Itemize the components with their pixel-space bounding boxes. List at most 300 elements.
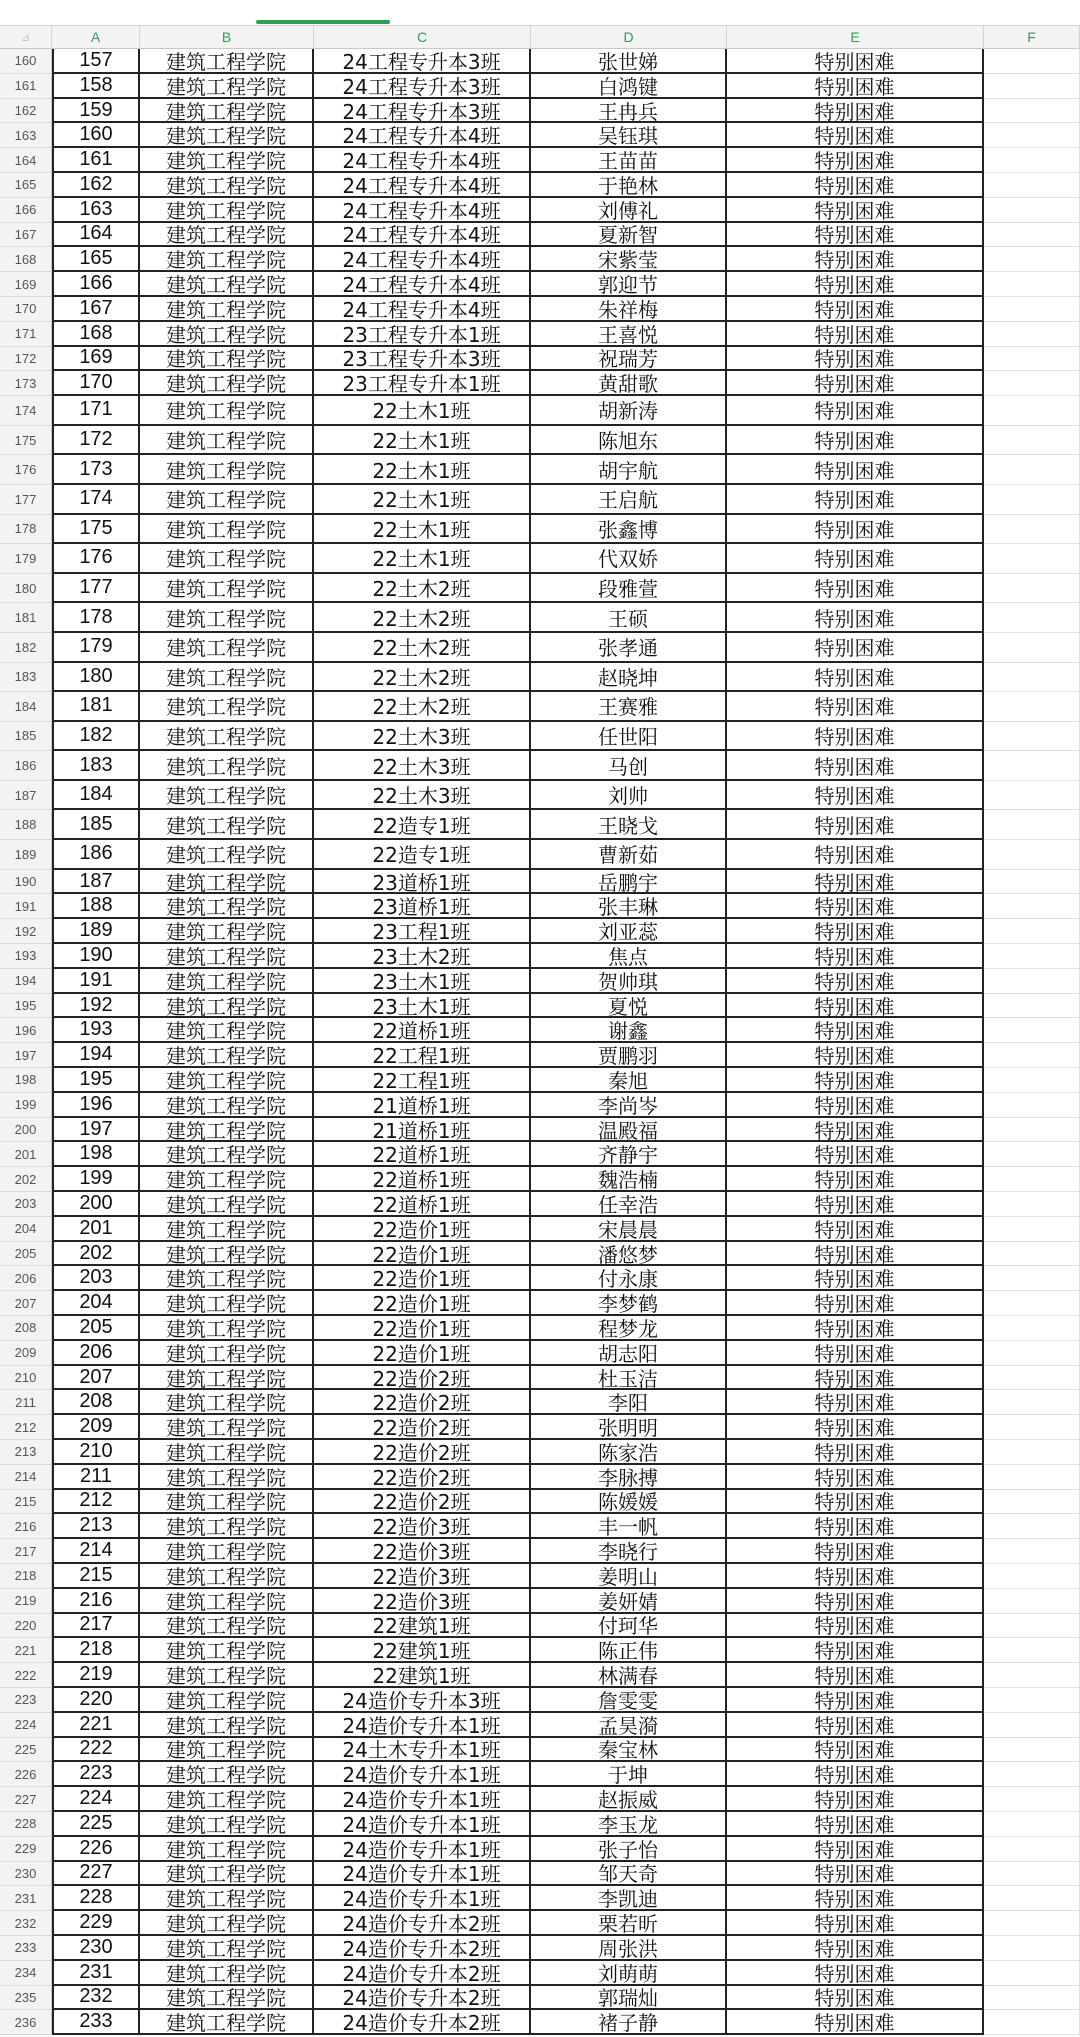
cell-d[interactable]: 潘悠梦 bbox=[531, 1242, 727, 1267]
row-number[interactable]: 196 bbox=[0, 1018, 52, 1043]
cell-c[interactable]: 24造价专升本2班 bbox=[314, 1936, 531, 1961]
row-number[interactable]: 167 bbox=[0, 223, 52, 248]
column-header-a[interactable]: A bbox=[52, 26, 140, 49]
cell-c[interactable]: 22造价2班 bbox=[314, 1490, 531, 1515]
cell-f[interactable] bbox=[984, 663, 1080, 693]
row-number[interactable]: 182 bbox=[0, 633, 52, 663]
cell-d[interactable]: 张子怡 bbox=[531, 1837, 727, 1862]
cell-c[interactable]: 22工程1班 bbox=[314, 1068, 531, 1093]
row-number[interactable]: 220 bbox=[0, 1614, 52, 1639]
cell-d[interactable]: 贾鹏羽 bbox=[531, 1043, 727, 1068]
cell-c[interactable]: 23工程专升本3班 bbox=[314, 347, 531, 372]
cell-e[interactable]: 特别困难 bbox=[727, 751, 984, 781]
cell-d[interactable]: 张鑫博 bbox=[531, 515, 727, 545]
cell-b[interactable]: 建筑工程学院 bbox=[140, 1217, 314, 1242]
cell-a[interactable]: 177 bbox=[52, 574, 140, 604]
cell-a[interactable]: 216 bbox=[52, 1589, 140, 1614]
cell-a[interactable]: 215 bbox=[52, 1564, 140, 1589]
cell-d[interactable]: 刘萌萌 bbox=[531, 1961, 727, 1986]
cell-c[interactable]: 22土木1班 bbox=[314, 515, 531, 545]
cell-b[interactable]: 建筑工程学院 bbox=[140, 840, 314, 870]
cell-e[interactable]: 特别困难 bbox=[727, 99, 984, 124]
row-number[interactable]: 211 bbox=[0, 1390, 52, 1415]
cell-d[interactable]: 黄甜歌 bbox=[531, 371, 727, 396]
cell-e[interactable]: 特别困难 bbox=[727, 148, 984, 173]
row-number[interactable]: 183 bbox=[0, 663, 52, 693]
cell-e[interactable]: 特别困难 bbox=[727, 1440, 984, 1465]
cell-f[interactable] bbox=[984, 1713, 1080, 1738]
cell-e[interactable]: 特别困难 bbox=[727, 74, 984, 99]
cell-d[interactable]: 王硕 bbox=[531, 603, 727, 633]
cell-a[interactable]: 159 bbox=[52, 99, 140, 124]
cell-f[interactable] bbox=[984, 919, 1080, 944]
cell-f[interactable] bbox=[984, 223, 1080, 248]
cell-f[interactable] bbox=[984, 544, 1080, 574]
cell-c[interactable]: 22造价3班 bbox=[314, 1564, 531, 1589]
row-number[interactable]: 172 bbox=[0, 347, 52, 372]
cell-c[interactable]: 22土木1班 bbox=[314, 485, 531, 515]
cell-c[interactable]: 23土木1班 bbox=[314, 994, 531, 1019]
row-number[interactable]: 232 bbox=[0, 1911, 52, 1936]
row-number[interactable]: 190 bbox=[0, 870, 52, 895]
row-number[interactable]: 202 bbox=[0, 1167, 52, 1192]
cell-d[interactable]: 秦旭 bbox=[531, 1068, 727, 1093]
cell-a[interactable]: 182 bbox=[52, 722, 140, 752]
cell-e[interactable]: 特别困难 bbox=[727, 426, 984, 456]
cell-d[interactable]: 李玉龙 bbox=[531, 1812, 727, 1837]
cell-a[interactable]: 176 bbox=[52, 544, 140, 574]
cell-b[interactable]: 建筑工程学院 bbox=[140, 1043, 314, 1068]
cell-a[interactable]: 188 bbox=[52, 894, 140, 919]
cell-b[interactable]: 建筑工程学院 bbox=[140, 1440, 314, 1465]
cell-c[interactable]: 24造价专升本1班 bbox=[314, 1787, 531, 1812]
cell-c[interactable]: 22建筑1班 bbox=[314, 1614, 531, 1639]
cell-d[interactable]: 栗若昕 bbox=[531, 1911, 727, 1936]
cell-d[interactable]: 马创 bbox=[531, 751, 727, 781]
cell-e[interactable]: 特别困难 bbox=[727, 894, 984, 919]
cell-c[interactable]: 24造价专升本1班 bbox=[314, 1837, 531, 1862]
cell-d[interactable]: 胡新涛 bbox=[531, 396, 727, 426]
cell-f[interactable] bbox=[984, 148, 1080, 173]
cell-c[interactable]: 22建筑1班 bbox=[314, 1638, 531, 1663]
column-header-e[interactable]: E bbox=[727, 26, 984, 49]
cell-a[interactable]: 210 bbox=[52, 1440, 140, 1465]
cell-b[interactable]: 建筑工程学院 bbox=[140, 692, 314, 722]
cell-d[interactable]: 胡宇航 bbox=[531, 455, 727, 485]
cell-b[interactable]: 建筑工程学院 bbox=[140, 272, 314, 297]
cell-e[interactable]: 特别困难 bbox=[727, 1118, 984, 1143]
cell-e[interactable]: 特别困难 bbox=[727, 1961, 984, 1986]
cell-e[interactable]: 特别困难 bbox=[727, 2010, 984, 2035]
cell-f[interactable] bbox=[984, 1341, 1080, 1366]
row-number[interactable]: 199 bbox=[0, 1093, 52, 1118]
row-number[interactable]: 185 bbox=[0, 722, 52, 752]
cell-d[interactable]: 赵晓坤 bbox=[531, 663, 727, 693]
cell-e[interactable]: 特别困难 bbox=[727, 1341, 984, 1366]
row-number[interactable]: 216 bbox=[0, 1514, 52, 1539]
cell-d[interactable]: 丰一帆 bbox=[531, 1514, 727, 1539]
cell-c[interactable]: 22土木2班 bbox=[314, 663, 531, 693]
cell-c[interactable]: 24造价专升本2班 bbox=[314, 1961, 531, 1986]
cell-b[interactable]: 建筑工程学院 bbox=[140, 1068, 314, 1093]
cell-f[interactable] bbox=[984, 781, 1080, 811]
cell-b[interactable]: 建筑工程学院 bbox=[140, 148, 314, 173]
cell-f[interactable] bbox=[984, 455, 1080, 485]
cell-d[interactable]: 贺帅琪 bbox=[531, 969, 727, 994]
cell-f[interactable] bbox=[984, 74, 1080, 99]
row-number[interactable]: 233 bbox=[0, 1936, 52, 1961]
cell-d[interactable]: 周张洪 bbox=[531, 1936, 727, 1961]
row-number[interactable]: 162 bbox=[0, 99, 52, 124]
cell-f[interactable] bbox=[984, 1490, 1080, 1515]
cell-f[interactable] bbox=[984, 1837, 1080, 1862]
cell-b[interactable]: 建筑工程学院 bbox=[140, 1242, 314, 1267]
cell-d[interactable]: 刘傅礼 bbox=[531, 198, 727, 223]
cell-d[interactable]: 李晓行 bbox=[531, 1539, 727, 1564]
cell-b[interactable]: 建筑工程学院 bbox=[140, 1118, 314, 1143]
row-number[interactable]: 197 bbox=[0, 1043, 52, 1068]
cell-a[interactable]: 204 bbox=[52, 1291, 140, 1316]
cell-a[interactable]: 164 bbox=[52, 223, 140, 248]
cell-b[interactable]: 建筑工程学院 bbox=[140, 1837, 314, 1862]
cell-f[interactable] bbox=[984, 1564, 1080, 1589]
cell-a[interactable]: 199 bbox=[52, 1167, 140, 1192]
cell-e[interactable]: 特别困难 bbox=[727, 1986, 984, 2011]
cell-f[interactable] bbox=[984, 1291, 1080, 1316]
cell-b[interactable]: 建筑工程学院 bbox=[140, 1390, 314, 1415]
row-number[interactable]: 207 bbox=[0, 1291, 52, 1316]
cell-f[interactable] bbox=[984, 840, 1080, 870]
cell-b[interactable]: 建筑工程学院 bbox=[140, 49, 314, 74]
cell-c[interactable]: 24工程专升本4班 bbox=[314, 198, 531, 223]
cell-b[interactable]: 建筑工程学院 bbox=[140, 347, 314, 372]
cell-c[interactable]: 22土木3班 bbox=[314, 722, 531, 752]
row-number[interactable]: 163 bbox=[0, 123, 52, 148]
cell-a[interactable]: 218 bbox=[52, 1638, 140, 1663]
cell-f[interactable] bbox=[984, 1018, 1080, 1043]
cell-e[interactable]: 特别困难 bbox=[727, 1366, 984, 1391]
cell-b[interactable]: 建筑工程学院 bbox=[140, 1266, 314, 1291]
cell-d[interactable]: 谢鑫 bbox=[531, 1018, 727, 1043]
cell-d[interactable]: 宋晨晨 bbox=[531, 1217, 727, 1242]
cell-a[interactable]: 162 bbox=[52, 173, 140, 198]
cell-d[interactable]: 段雅萱 bbox=[531, 574, 727, 604]
cell-c[interactable]: 22土木1班 bbox=[314, 455, 531, 485]
row-number[interactable]: 198 bbox=[0, 1068, 52, 1093]
cell-d[interactable]: 孟昊漪 bbox=[531, 1713, 727, 1738]
cell-d[interactable]: 陈家浩 bbox=[531, 1440, 727, 1465]
cell-c[interactable]: 22造价2班 bbox=[314, 1465, 531, 1490]
cell-d[interactable]: 郭瑞灿 bbox=[531, 1986, 727, 2011]
cell-a[interactable]: 181 bbox=[52, 692, 140, 722]
cell-c[interactable]: 22建筑1班 bbox=[314, 1663, 531, 1688]
row-number[interactable]: 176 bbox=[0, 455, 52, 485]
cell-a[interactable]: 228 bbox=[52, 1886, 140, 1911]
cell-c[interactable]: 22造价3班 bbox=[314, 1589, 531, 1614]
cell-c[interactable]: 24造价专升本3班 bbox=[314, 1688, 531, 1713]
cell-b[interactable]: 建筑工程学院 bbox=[140, 297, 314, 322]
cell-e[interactable]: 特别困难 bbox=[727, 1167, 984, 1192]
row-number[interactable]: 200 bbox=[0, 1118, 52, 1143]
cell-e[interactable]: 特别困难 bbox=[727, 1936, 984, 1961]
cell-b[interactable]: 建筑工程学院 bbox=[140, 515, 314, 545]
cell-d[interactable]: 詹雯雯 bbox=[531, 1688, 727, 1713]
cell-c[interactable]: 21道桥1班 bbox=[314, 1118, 531, 1143]
cell-d[interactable]: 岳鹏宇 bbox=[531, 870, 727, 895]
row-number[interactable]: 204 bbox=[0, 1217, 52, 1242]
cell-b[interactable]: 建筑工程学院 bbox=[140, 969, 314, 994]
cell-f[interactable] bbox=[984, 692, 1080, 722]
cell-e[interactable]: 特别困难 bbox=[727, 633, 984, 663]
cell-b[interactable]: 建筑工程学院 bbox=[140, 810, 314, 840]
cell-e[interactable]: 特别困难 bbox=[727, 1762, 984, 1787]
cell-e[interactable]: 特别困难 bbox=[727, 396, 984, 426]
row-number[interactable]: 234 bbox=[0, 1961, 52, 1986]
cell-f[interactable] bbox=[984, 297, 1080, 322]
row-number[interactable]: 188 bbox=[0, 810, 52, 840]
cell-b[interactable]: 建筑工程学院 bbox=[140, 198, 314, 223]
cell-c[interactable]: 22道桥1班 bbox=[314, 1018, 531, 1043]
row-number[interactable]: 194 bbox=[0, 969, 52, 994]
cell-b[interactable]: 建筑工程学院 bbox=[140, 123, 314, 148]
cell-d[interactable]: 姜妍婧 bbox=[531, 1589, 727, 1614]
cell-d[interactable]: 夏悦 bbox=[531, 994, 727, 1019]
cell-f[interactable] bbox=[984, 1762, 1080, 1787]
cell-f[interactable] bbox=[984, 944, 1080, 969]
horizontal-scroll-indicator[interactable] bbox=[256, 20, 390, 24]
row-number[interactable]: 227 bbox=[0, 1787, 52, 1812]
row-number[interactable]: 169 bbox=[0, 272, 52, 297]
cell-c[interactable]: 24造价专升本2班 bbox=[314, 1911, 531, 1936]
cell-b[interactable]: 建筑工程学院 bbox=[140, 1713, 314, 1738]
cell-c[interactable]: 22造价1班 bbox=[314, 1217, 531, 1242]
cell-a[interactable]: 157 bbox=[52, 49, 140, 74]
cell-a[interactable]: 193 bbox=[52, 1018, 140, 1043]
column-header-d[interactable]: D bbox=[531, 26, 727, 49]
cell-b[interactable]: 建筑工程学院 bbox=[140, 1762, 314, 1787]
cell-c[interactable]: 24造价专升本1班 bbox=[314, 1713, 531, 1738]
cell-d[interactable]: 任世阳 bbox=[531, 722, 727, 752]
row-number[interactable]: 217 bbox=[0, 1539, 52, 1564]
cell-f[interactable] bbox=[984, 1539, 1080, 1564]
cell-c[interactable]: 24工程专升本3班 bbox=[314, 49, 531, 74]
cell-c[interactable]: 22土木2班 bbox=[314, 603, 531, 633]
cell-b[interactable]: 建筑工程学院 bbox=[140, 633, 314, 663]
cell-e[interactable]: 特别困难 bbox=[727, 840, 984, 870]
cell-c[interactable]: 24造价专升本2班 bbox=[314, 1986, 531, 2011]
cell-f[interactable] bbox=[984, 49, 1080, 74]
cell-c[interactable]: 22造价3班 bbox=[314, 1514, 531, 1539]
cell-d[interactable]: 王冉兵 bbox=[531, 99, 727, 124]
cell-c[interactable]: 22土木3班 bbox=[314, 751, 531, 781]
cell-c[interactable]: 22造价1班 bbox=[314, 1291, 531, 1316]
cell-a[interactable]: 217 bbox=[52, 1614, 140, 1639]
cell-a[interactable]: 227 bbox=[52, 1862, 140, 1887]
cell-c[interactable]: 24工程专升本4班 bbox=[314, 297, 531, 322]
cell-d[interactable]: 朱祥梅 bbox=[531, 297, 727, 322]
cell-c[interactable]: 24工程专升本4班 bbox=[314, 148, 531, 173]
cell-e[interactable]: 特别困难 bbox=[727, 1886, 984, 1911]
cell-e[interactable]: 特别困难 bbox=[727, 1911, 984, 1936]
cell-c[interactable]: 24工程专升本4班 bbox=[314, 173, 531, 198]
cell-b[interactable]: 建筑工程学院 bbox=[140, 247, 314, 272]
cell-b[interactable]: 建筑工程学院 bbox=[140, 781, 314, 811]
row-number[interactable]: 203 bbox=[0, 1192, 52, 1217]
cell-d[interactable]: 姜明山 bbox=[531, 1564, 727, 1589]
cell-a[interactable]: 194 bbox=[52, 1043, 140, 1068]
row-number[interactable]: 223 bbox=[0, 1688, 52, 1713]
cell-f[interactable] bbox=[984, 810, 1080, 840]
cell-b[interactable]: 建筑工程学院 bbox=[140, 894, 314, 919]
cell-a[interactable]: 209 bbox=[52, 1415, 140, 1440]
cell-c[interactable]: 23工程1班 bbox=[314, 919, 531, 944]
row-number[interactable]: 231 bbox=[0, 1886, 52, 1911]
cell-f[interactable] bbox=[984, 894, 1080, 919]
cell-b[interactable]: 建筑工程学院 bbox=[140, 455, 314, 485]
cell-a[interactable]: 187 bbox=[52, 870, 140, 895]
cell-b[interactable]: 建筑工程学院 bbox=[140, 99, 314, 124]
row-number[interactable]: 180 bbox=[0, 574, 52, 604]
cell-b[interactable]: 建筑工程学院 bbox=[140, 74, 314, 99]
select-all-icon[interactable]: ⊿ bbox=[0, 26, 52, 49]
cell-b[interactable]: 建筑工程学院 bbox=[140, 1911, 314, 1936]
cell-a[interactable]: 202 bbox=[52, 1242, 140, 1267]
cell-e[interactable]: 特别困难 bbox=[727, 919, 984, 944]
cell-d[interactable]: 宋紫莹 bbox=[531, 247, 727, 272]
cell-f[interactable] bbox=[984, 485, 1080, 515]
cell-e[interactable]: 特别困难 bbox=[727, 1291, 984, 1316]
cell-e[interactable]: 特别困难 bbox=[727, 347, 984, 372]
row-number[interactable]: 228 bbox=[0, 1812, 52, 1837]
cell-d[interactable]: 胡志阳 bbox=[531, 1341, 727, 1366]
cell-a[interactable]: 173 bbox=[52, 455, 140, 485]
cell-f[interactable] bbox=[984, 1465, 1080, 1490]
cell-f[interactable] bbox=[984, 1093, 1080, 1118]
cell-d[interactable]: 魏浩楠 bbox=[531, 1167, 727, 1192]
cell-c[interactable]: 23工程专升本1班 bbox=[314, 322, 531, 347]
cell-a[interactable]: 208 bbox=[52, 1390, 140, 1415]
cell-a[interactable]: 197 bbox=[52, 1118, 140, 1143]
cell-a[interactable]: 230 bbox=[52, 1936, 140, 1961]
cell-f[interactable] bbox=[984, 751, 1080, 781]
cell-a[interactable]: 198 bbox=[52, 1142, 140, 1167]
cell-a[interactable]: 206 bbox=[52, 1341, 140, 1366]
cell-e[interactable]: 特别困难 bbox=[727, 247, 984, 272]
row-number[interactable]: 195 bbox=[0, 994, 52, 1019]
cell-f[interactable] bbox=[984, 1961, 1080, 1986]
cell-a[interactable]: 224 bbox=[52, 1787, 140, 1812]
cell-d[interactable]: 王苗苗 bbox=[531, 148, 727, 173]
cell-e[interactable]: 特别困难 bbox=[727, 544, 984, 574]
cell-f[interactable] bbox=[984, 173, 1080, 198]
row-number[interactable]: 184 bbox=[0, 692, 52, 722]
cell-a[interactable]: 221 bbox=[52, 1713, 140, 1738]
cell-b[interactable]: 建筑工程学院 bbox=[140, 1018, 314, 1043]
cell-e[interactable]: 特别困难 bbox=[727, 603, 984, 633]
cell-a[interactable]: 171 bbox=[52, 396, 140, 426]
row-number[interactable]: 173 bbox=[0, 371, 52, 396]
cell-a[interactable]: 184 bbox=[52, 781, 140, 811]
cell-f[interactable] bbox=[984, 2010, 1080, 2035]
cell-f[interactable] bbox=[984, 1663, 1080, 1688]
cell-d[interactable]: 于艳林 bbox=[531, 173, 727, 198]
cell-f[interactable] bbox=[984, 722, 1080, 752]
cell-b[interactable]: 建筑工程学院 bbox=[140, 1961, 314, 1986]
cell-a[interactable]: 190 bbox=[52, 944, 140, 969]
row-number[interactable]: 168 bbox=[0, 247, 52, 272]
cell-e[interactable]: 特别困难 bbox=[727, 272, 984, 297]
cell-b[interactable]: 建筑工程学院 bbox=[140, 1564, 314, 1589]
cell-c[interactable]: 23道桥1班 bbox=[314, 894, 531, 919]
cell-c[interactable]: 24工程专升本4班 bbox=[314, 123, 531, 148]
cell-f[interactable] bbox=[984, 870, 1080, 895]
cell-d[interactable]: 温殿福 bbox=[531, 1118, 727, 1143]
cell-f[interactable] bbox=[984, 969, 1080, 994]
cell-a[interactable]: 172 bbox=[52, 426, 140, 456]
cell-b[interactable]: 建筑工程学院 bbox=[140, 1415, 314, 1440]
row-number[interactable]: 160 bbox=[0, 49, 52, 74]
cell-f[interactable] bbox=[984, 1390, 1080, 1415]
cell-a[interactable]: 175 bbox=[52, 515, 140, 545]
cell-d[interactable]: 焦点 bbox=[531, 944, 727, 969]
cell-e[interactable]: 特别困难 bbox=[727, 223, 984, 248]
cell-f[interactable] bbox=[984, 1043, 1080, 1068]
cell-e[interactable]: 特别困难 bbox=[727, 1663, 984, 1688]
cell-f[interactable] bbox=[984, 1738, 1080, 1763]
cell-c[interactable]: 24工程专升本4班 bbox=[314, 223, 531, 248]
cell-d[interactable]: 张丰琳 bbox=[531, 894, 727, 919]
cell-a[interactable]: 180 bbox=[52, 663, 140, 693]
cell-c[interactable]: 24土木专升本1班 bbox=[314, 1738, 531, 1763]
cell-c[interactable]: 22土木2班 bbox=[314, 692, 531, 722]
cell-e[interactable]: 特别困难 bbox=[727, 1787, 984, 1812]
cell-b[interactable]: 建筑工程学院 bbox=[140, 485, 314, 515]
cell-a[interactable]: 189 bbox=[52, 919, 140, 944]
cell-e[interactable]: 特别困难 bbox=[727, 1018, 984, 1043]
cell-d[interactable]: 刘亚蕊 bbox=[531, 919, 727, 944]
cell-f[interactable] bbox=[984, 99, 1080, 124]
cell-f[interactable] bbox=[984, 426, 1080, 456]
cell-b[interactable]: 建筑工程学院 bbox=[140, 223, 314, 248]
cell-a[interactable]: 161 bbox=[52, 148, 140, 173]
cell-c[interactable]: 24造价专升本1班 bbox=[314, 1862, 531, 1887]
cell-c[interactable]: 22土木2班 bbox=[314, 633, 531, 663]
cell-f[interactable] bbox=[984, 633, 1080, 663]
cell-b[interactable]: 建筑工程学院 bbox=[140, 1986, 314, 2011]
cell-b[interactable]: 建筑工程学院 bbox=[140, 1192, 314, 1217]
column-header-f[interactable]: F bbox=[984, 26, 1080, 49]
row-number[interactable]: 171 bbox=[0, 322, 52, 347]
cell-c[interactable]: 22土木1班 bbox=[314, 426, 531, 456]
cell-a[interactable]: 163 bbox=[52, 198, 140, 223]
cell-e[interactable]: 特别困难 bbox=[727, 1390, 984, 1415]
cell-b[interactable]: 建筑工程学院 bbox=[140, 1688, 314, 1713]
cell-f[interactable] bbox=[984, 1936, 1080, 1961]
cell-f[interactable] bbox=[984, 198, 1080, 223]
cell-b[interactable]: 建筑工程学院 bbox=[140, 1614, 314, 1639]
row-number[interactable]: 179 bbox=[0, 544, 52, 574]
cell-a[interactable]: 211 bbox=[52, 1465, 140, 1490]
cell-e[interactable]: 特别困难 bbox=[727, 1614, 984, 1639]
cell-c[interactable]: 22造专1班 bbox=[314, 840, 531, 870]
cell-d[interactable]: 林满春 bbox=[531, 1663, 727, 1688]
cell-f[interactable] bbox=[984, 1142, 1080, 1167]
cell-e[interactable]: 特别困难 bbox=[727, 123, 984, 148]
cell-e[interactable]: 特别困难 bbox=[727, 1192, 984, 1217]
cell-a[interactable]: 167 bbox=[52, 297, 140, 322]
cell-c[interactable]: 21道桥1班 bbox=[314, 1093, 531, 1118]
cell-b[interactable]: 建筑工程学院 bbox=[140, 1291, 314, 1316]
